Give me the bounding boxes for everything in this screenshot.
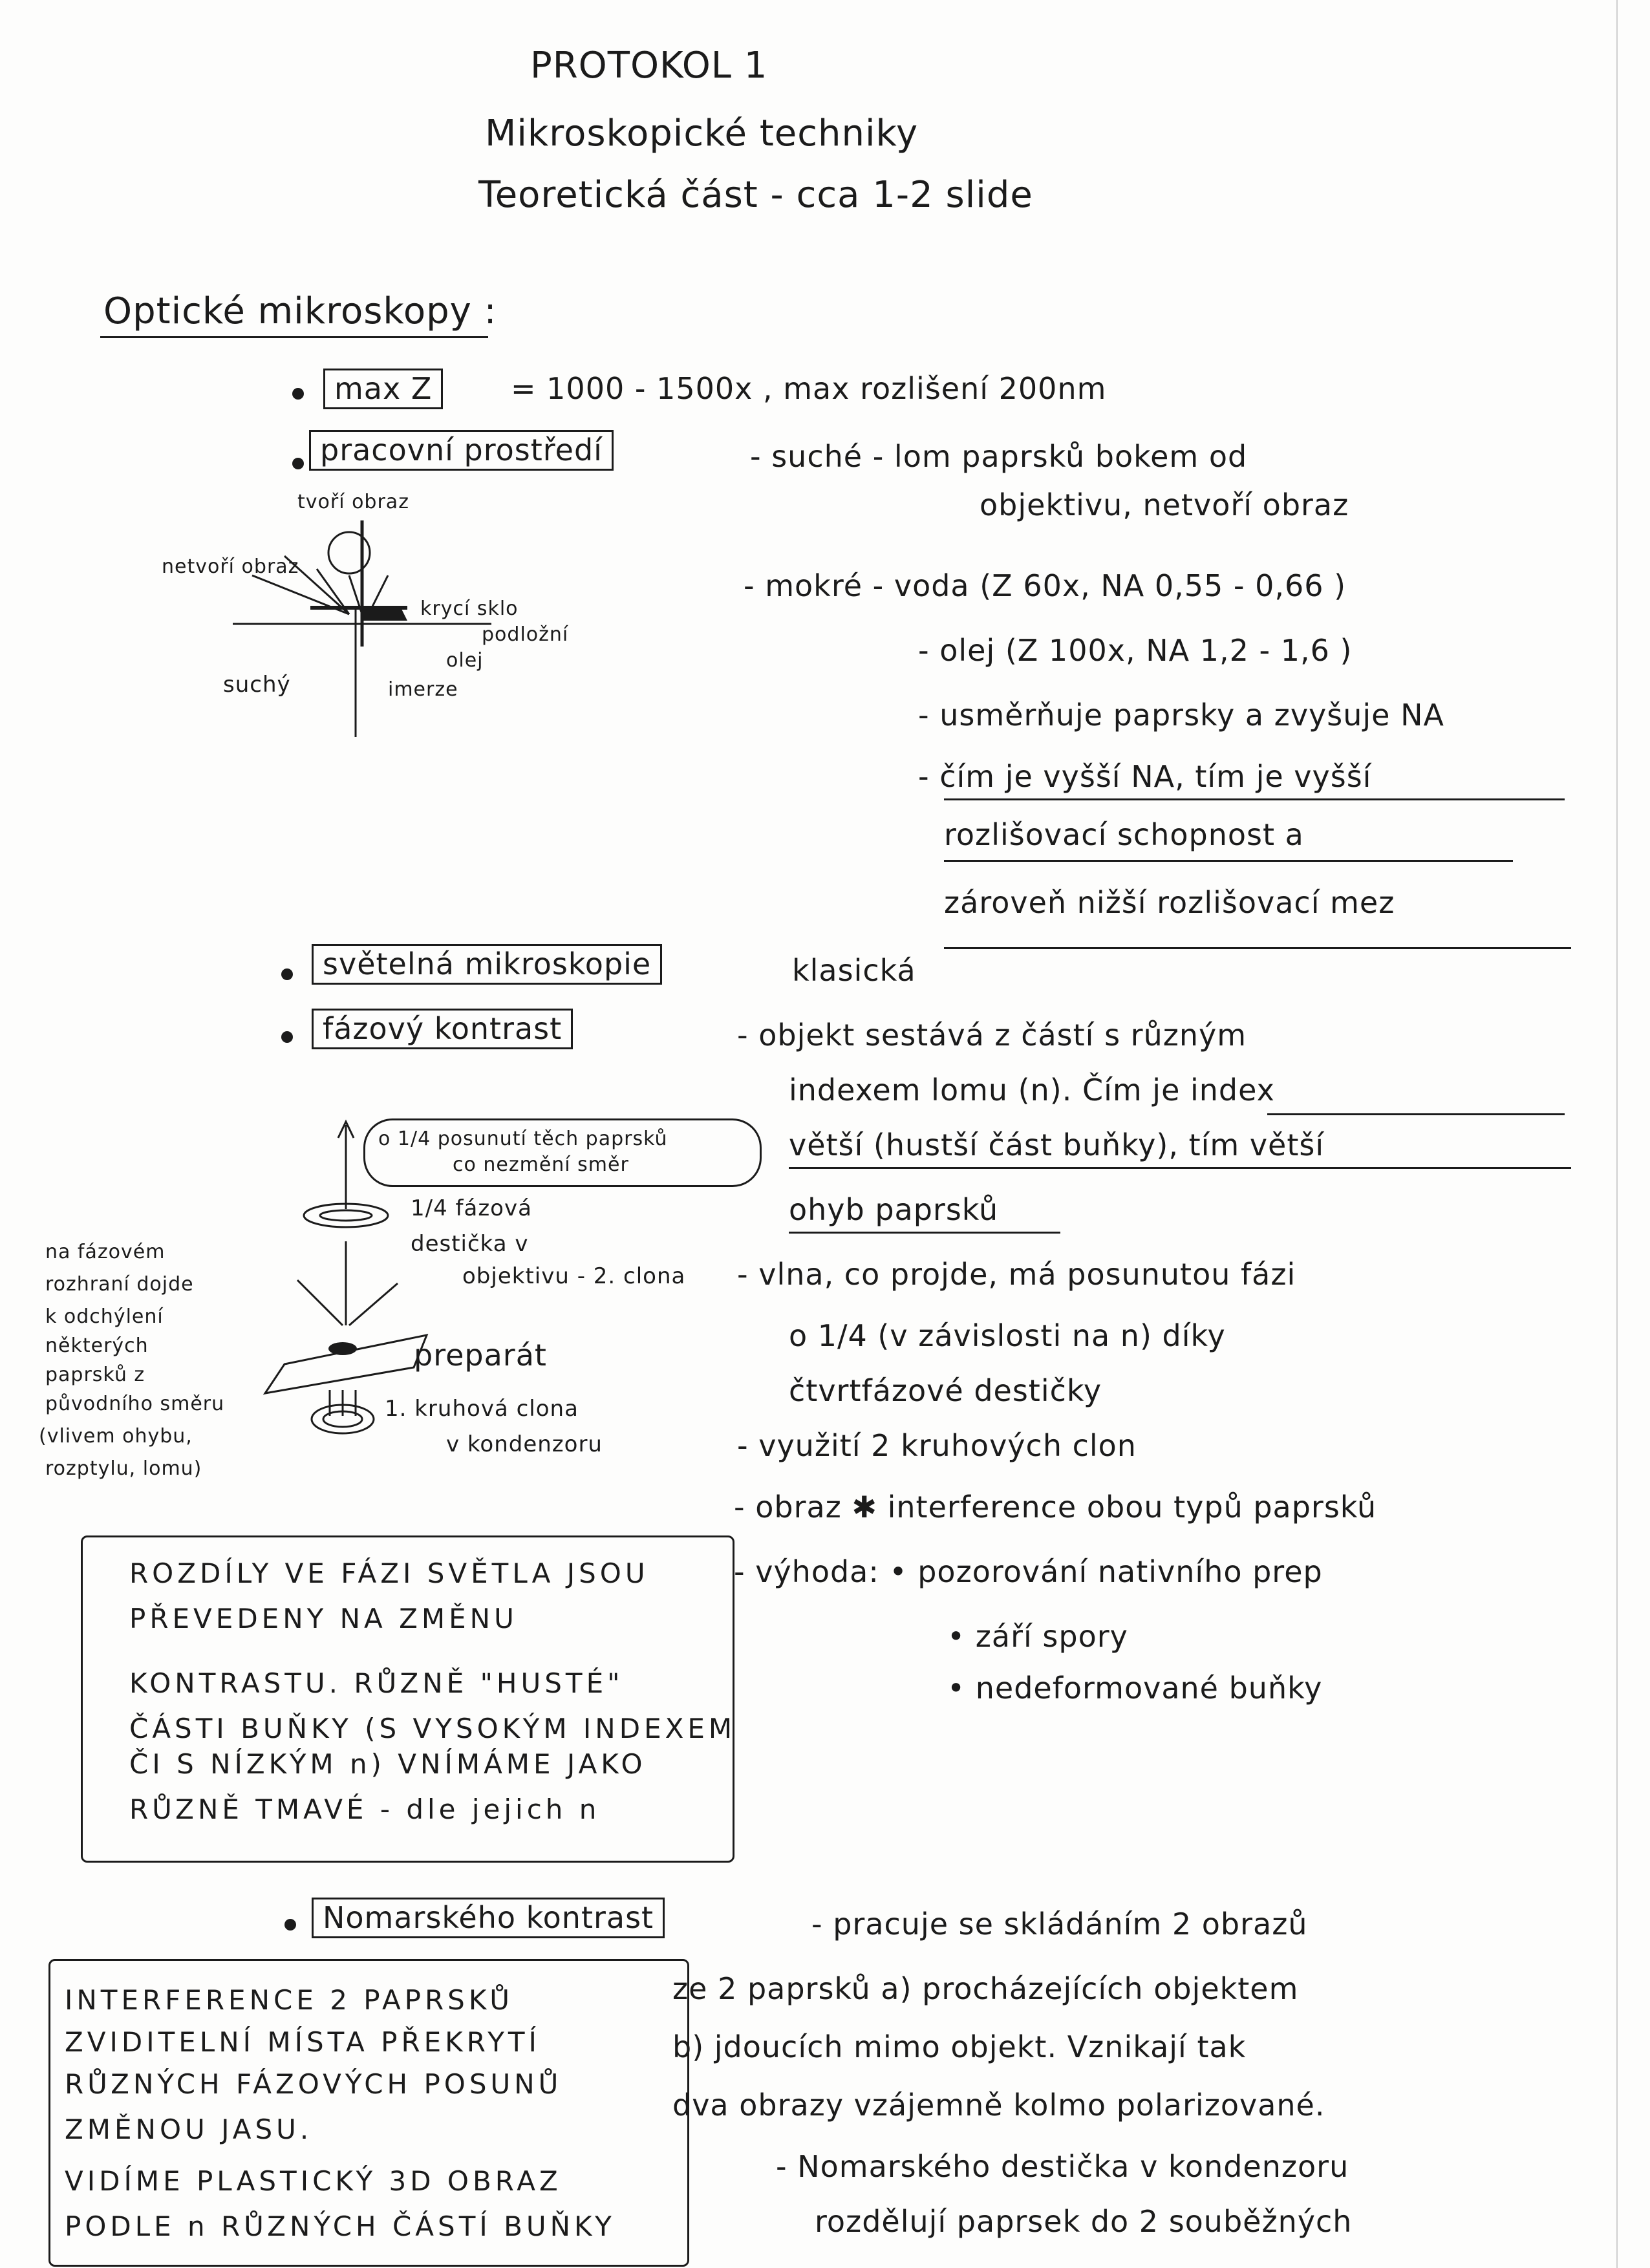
- page-edge: [1616, 0, 1618, 2268]
- side-note-6: původního směru: [45, 1393, 225, 1415]
- topic-title: Mikroskopické techniky: [485, 112, 919, 155]
- immersion-sketch: [155, 491, 517, 750]
- condenser-note-2: v kondenzoru: [446, 1431, 603, 1457]
- plate-note-1: 1/4 fázová: [411, 1195, 532, 1221]
- dry-line-1: - suché - lom paprsků bokem od: [750, 439, 1248, 474]
- section-title-underline: [100, 336, 488, 338]
- resolution-line-2: rozlišovací schopnost a: [944, 817, 1304, 852]
- side-note-4: některých: [45, 1334, 149, 1357]
- underline: [944, 798, 1565, 800]
- bullet: [292, 458, 304, 469]
- sketch-immersion: imerze: [388, 678, 458, 701]
- underline: [944, 860, 1513, 862]
- working-medium-label: pracovní prostředí: [309, 430, 614, 471]
- max-zoom-label: max Z: [323, 369, 443, 409]
- underline: [789, 1232, 1060, 1234]
- phase-line-7: čtvrtfázové destičky: [789, 1373, 1102, 1408]
- sketch-creates-image: tvoří obraz: [297, 491, 409, 513]
- phase-box-line-2: PŘEVEDENY NA ZMĚNU: [129, 1603, 518, 1634]
- phase-line-5: - vlna, co projde, má posunutou fázi: [737, 1257, 1296, 1292]
- preparation-label: preparát: [414, 1338, 547, 1373]
- section-title: Optické mikroskopy :: [103, 290, 497, 332]
- underline: [1267, 1113, 1565, 1115]
- phase-line-3: větší (hustší část buňky), tím větší: [789, 1128, 1325, 1162]
- side-note-1: na fázovém: [45, 1241, 166, 1263]
- sketch-no-image: netvoří obraz: [162, 555, 299, 578]
- wet-line: - mokré - voda (Z 60x, NA 0,55 - 0,66 ): [744, 568, 1347, 603]
- condenser-note-1: 1. kruhová clona: [385, 1396, 579, 1422]
- nomarski-line-5: - Nomarského destička v kondenzoru: [776, 2149, 1349, 2184]
- shift-note-2: co nezmění směr: [453, 1153, 629, 1176]
- oil-line: - olej (Z 100x, NA 1,2 - 1,6 ): [918, 633, 1353, 668]
- dry-line-2: objektivu, netvoří obraz: [980, 487, 1349, 522]
- bullet: [292, 388, 304, 400]
- resolution-line-3: zároveň nižší rozlišovací mez: [944, 885, 1395, 920]
- nomarski-line-4: dva obrazy vzájemně kolmo polarizované.: [672, 2088, 1325, 2123]
- plate-note-3: objektivu - 2. clona: [462, 1263, 686, 1289]
- part-title: Teoretická část - cca 1-2 slide: [478, 174, 1033, 216]
- light-microscopy-label: světelná mikroskopie: [312, 944, 662, 985]
- phase-line-10: - výhoda: • pozorování nativního prep: [734, 1554, 1323, 1589]
- phase-box-line-4: ČÁSTI BUŇKY (S VYSOKÝM INDEXEM: [129, 1713, 736, 1744]
- nomarski-line-1: - pracuje se skládáním 2 obrazů: [811, 1907, 1308, 1942]
- phase-line-12: • nedeformované buňky: [947, 1671, 1323, 1706]
- side-note-7: (vlivem ohybu,: [39, 1425, 193, 1448]
- magnification-text: = 1000 - 1500x , max rozlišení 200nm: [511, 371, 1107, 406]
- sketch-slide: podložní: [482, 623, 569, 646]
- nomarski-line-6: rozdělují paprsek do 2 souběžných: [815, 2204, 1353, 2239]
- nomarski-box-line-1: INTERFERENCE 2 PAPRSKŮ: [65, 1984, 513, 2016]
- sketch-dry: suchý: [223, 672, 291, 698]
- bullet: [281, 1031, 293, 1043]
- classic-note: klasická: [792, 953, 916, 988]
- phase-line-6: o 1/4 (v závislosti na n) díky: [789, 1318, 1226, 1353]
- side-note-2: rozhraní dojde: [45, 1273, 194, 1296]
- phase-box-line-6: RŮZNĚ TMAVÉ - dle jejich n: [129, 1793, 601, 1825]
- phase-box-line-1: ROZDÍLY VE FÁZI SVĚTLA JSOU: [129, 1557, 649, 1589]
- nomarski-contrast-label: Nomarského kontrast: [312, 1898, 665, 1938]
- phase-line-9: - obraz ✱ interference obou typů paprsků: [734, 1490, 1377, 1524]
- side-note-5: paprsků z: [45, 1364, 145, 1386]
- phase-line-11: • září spory: [947, 1619, 1128, 1654]
- nomarski-box-line-6: PODLE n RŮZNÝCH ČÁSTÍ BUŇKY: [65, 2210, 616, 2242]
- shift-note-1: o 1/4 posunutí těch paprsků: [378, 1128, 668, 1150]
- nomarski-box-line-3: RŮZNÝCH FÁZOVÝCH POSUNŮ: [65, 2068, 562, 2100]
- nomarski-line-2: ze 2 paprsků a) procházejících objektem: [672, 1971, 1299, 2006]
- phase-box-line-5: ČI S NÍZKÝM n) VNÍMÁME JAKO: [129, 1748, 647, 1780]
- sketch-oil: olej: [446, 649, 484, 672]
- plate-note-2: destička v: [411, 1231, 529, 1257]
- nomarski-box-line-5: VIDÍME PLASTICKÝ 3D OBRAZ: [65, 2165, 562, 2197]
- sketch-cover-glass: krycí sklo: [420, 597, 519, 620]
- phase-line-1: - objekt sestává z částí s různým: [737, 1018, 1247, 1053]
- nomarski-line-3: b) jdoucích mimo objekt. Vznikají tak: [672, 2029, 1247, 2064]
- side-note-3: k odchýlení: [45, 1305, 164, 1328]
- underline: [944, 947, 1571, 949]
- underline: [789, 1167, 1571, 1169]
- phase-box-line-3: KONTRASTU. RŮZNĚ "HUSTÉ": [129, 1667, 624, 1699]
- phase-line-2: indexem lomu (n). Čím je index: [789, 1073, 1275, 1107]
- bullet: [281, 968, 293, 980]
- phase-line-4: ohyb paprsků: [789, 1192, 999, 1227]
- protocol-title: PROTOKOL 1: [530, 45, 768, 87]
- phase-contrast-label: fázový kontrast: [312, 1009, 573, 1049]
- nomarski-box-line-2: ZVIDITELNÍ MÍSTA PŘEKRYTÍ: [65, 2026, 541, 2058]
- bullet: [284, 1919, 296, 1931]
- phase-line-8: - využití 2 kruhových clon: [737, 1428, 1137, 1463]
- resolution-line-1: - čím je vyšší NA, tím je vyšší: [918, 759, 1372, 794]
- direct-line: - usměrňuje paprsky a zvyšuje NA: [918, 698, 1444, 733]
- nomarski-box-line-4: ZMĚNOU JASU.: [65, 2113, 313, 2145]
- side-note-8: rozptylu, lomu): [45, 1457, 202, 1480]
